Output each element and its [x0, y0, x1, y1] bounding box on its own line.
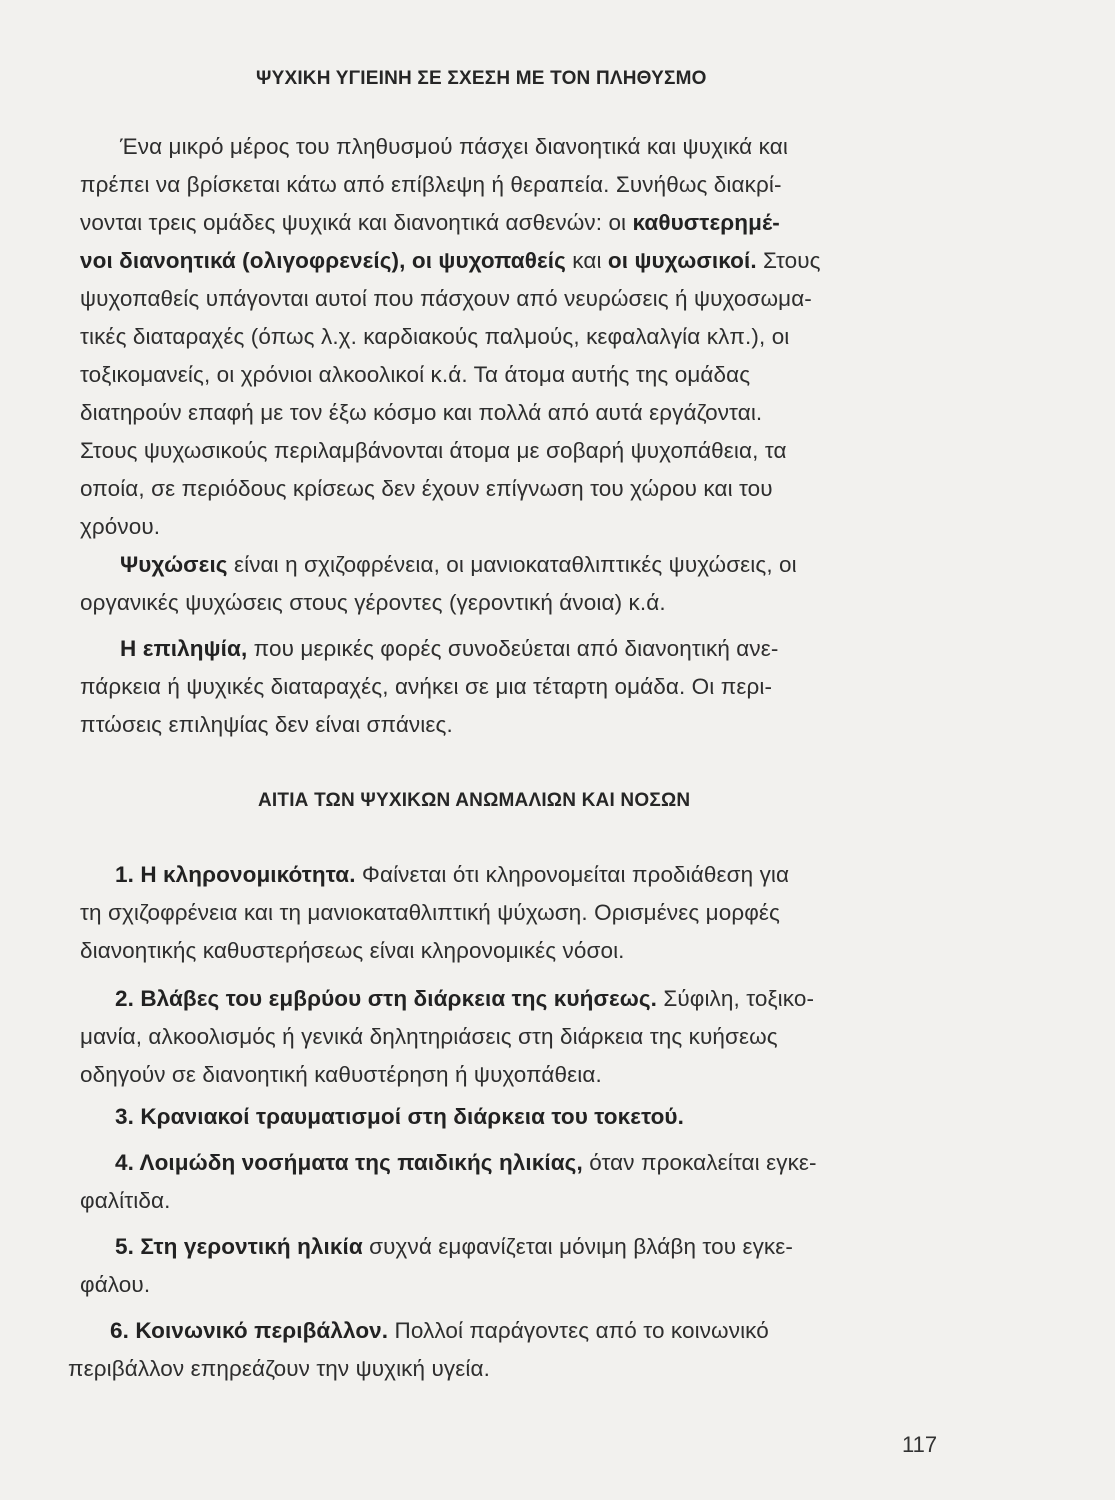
list-item: [115, 860, 789, 890]
text-line: οδηγούν σε διανοητική καθυστέρηση ή ψυχοπάθεια.: [80, 1062, 602, 1087]
text-line: τη σχιζοφρένεια και τη μανιοκαταθλιπτική ψύχωση. Ορισμένες μορφές: [80, 900, 780, 925]
text-line: ψυχοπαθείς υπάγονται αυτοί που πάσχουν από νευρώσεις ή ψυχοσωμα-: [80, 286, 812, 311]
text-span: είναι η σχιζοφρένεια, οι μανιοκαταθλιπτικές ψυχώσεις, οι: [227, 552, 797, 577]
list-item: [115, 984, 814, 1014]
text-line: οποία, σε περιόδους κρίσεως δεν έχουν επίγνωση του χώρου και του: [80, 476, 773, 501]
text-span: Φαίνεται ότι κληρονομείται προδιάθεση για: [355, 862, 790, 887]
bold-term: οι ψυχωσικοί.: [607, 248, 757, 273]
text-line: [80, 246, 821, 276]
text-line: [120, 634, 779, 664]
text-line: πρέπει να βρίσκεται κάτω από επίβλεψη ή θεραπεία. Συνήθως διακρί-: [80, 172, 782, 197]
text-line: [120, 550, 797, 580]
bold-term: Ψυχώσεις: [120, 552, 228, 577]
text-span: Σύφιλη, τοξικο-: [656, 986, 815, 1011]
section-heading-mental-hygiene: ΨΥΧΙΚΗ ΥΓΙΕΙΝΗ ΣΕ ΣΧΕΣΗ ΜΕ ΤΟΝ ΠΛΗΘΥΣΜΟ: [256, 68, 707, 89]
text-line: πάρκεια ή ψυχικές διαταραχές, ανήκει σε μια τέταρτη ομάδα. Οι περι-: [80, 674, 773, 699]
list-item: [115, 1148, 817, 1178]
section-heading-causes: ΑΙΤΙΑ ΤΩΝ ΨΥΧΙΚΩΝ ΑΝΩΜΑΛΙΩΝ ΚΑΙ ΝΟΣΩΝ: [258, 790, 691, 811]
text-line: Ένα μικρό μέρος του πληθυσμού πάσχει διανοητικά και ψυχικά και: [120, 134, 788, 159]
text-span: που μερικές φορές συνοδεύεται από διανοητική ανε-: [247, 636, 779, 661]
text-span: Πολλοί παράγοντες από το κοινωνικό: [388, 1318, 769, 1343]
bold-term: 5. Στη γεροντική ηλικία: [115, 1234, 363, 1259]
bold-term: 1. Η κληρονομικότητα.: [115, 862, 356, 887]
list-item: [110, 1316, 769, 1346]
text-span: όταν προκαλείται εγκε-: [582, 1150, 817, 1175]
bold-term: καθυστερημέ-: [632, 210, 780, 235]
bold-term: 2. Βλάβες του εμβρύου στη διάρκεια της κυήσεως.: [115, 986, 657, 1011]
bold-term: νοι διανοητικά (ολιγοφρενείς), οι ψυχοπαθείς: [80, 248, 566, 273]
text-line: πτώσεις επιληψίας δεν είναι σπάνιες.: [80, 712, 453, 737]
text-line: φαλίτιδα.: [80, 1188, 171, 1213]
text-line: χρόνου.: [80, 514, 161, 539]
bold-term: 6. Κοινωνικό περιβάλλον.: [110, 1318, 389, 1343]
page-number: 117: [902, 1432, 938, 1457]
text-line: τικές διαταραχές (όπως λ.χ. καρδιακούς παλμούς, κεφαλαλγία κλπ.), οι: [80, 324, 790, 349]
text-line: φάλου.: [80, 1272, 151, 1297]
text-line: [80, 208, 780, 238]
list-item: [115, 1102, 684, 1132]
text-span: νονται τρεις ομάδες ψυχικά και διανοητικά ασθενών: οι: [80, 210, 633, 235]
text-line: διανοητικής καθυστερήσεως είναι κληρονομικές νόσοι.: [80, 938, 625, 963]
bold-term: Η επιληψία,: [120, 636, 248, 661]
text-line: οργανικές ψυχώσεις στους γέροντες (γεροντική άνοια) κ.ά.: [80, 590, 666, 615]
list-item: [115, 1232, 793, 1262]
bold-term: 4. Λοιμώδη νοσήματα της παιδικής ηλικίας,: [115, 1150, 583, 1175]
text-line: μανία, αλκοολισμός ή γενικά δηλητηριάσεις στη διάρκεια της κυήσεως: [80, 1024, 778, 1049]
text-span: συχνά εμφανίζεται μόνιμη βλάβη του εγκε-: [362, 1234, 794, 1259]
bold-term: 3. Κρανιακοί τραυματισμοί στη διάρκεια του τοκετού.: [115, 1104, 684, 1129]
text-line: Στους ψυχωσικούς περιλαμβάνονται άτομα με σοβαρή ψυχοπάθεια, τα: [80, 438, 787, 463]
text-line: τοξικομανείς, οι χρόνιοι αλκοολικοί κ.ά. Τα άτομα αυτής της ομάδας: [80, 362, 751, 387]
text-span: Στους: [756, 248, 821, 273]
text-span: και: [565, 248, 608, 273]
text-line: περιβάλλον επηρεάζουν την ψυχική υγεία.: [68, 1356, 490, 1381]
text-line: διατηρούν επαφή με τον έξω κόσμο και πολλά από αυτά εργάζονται.: [80, 400, 763, 425]
